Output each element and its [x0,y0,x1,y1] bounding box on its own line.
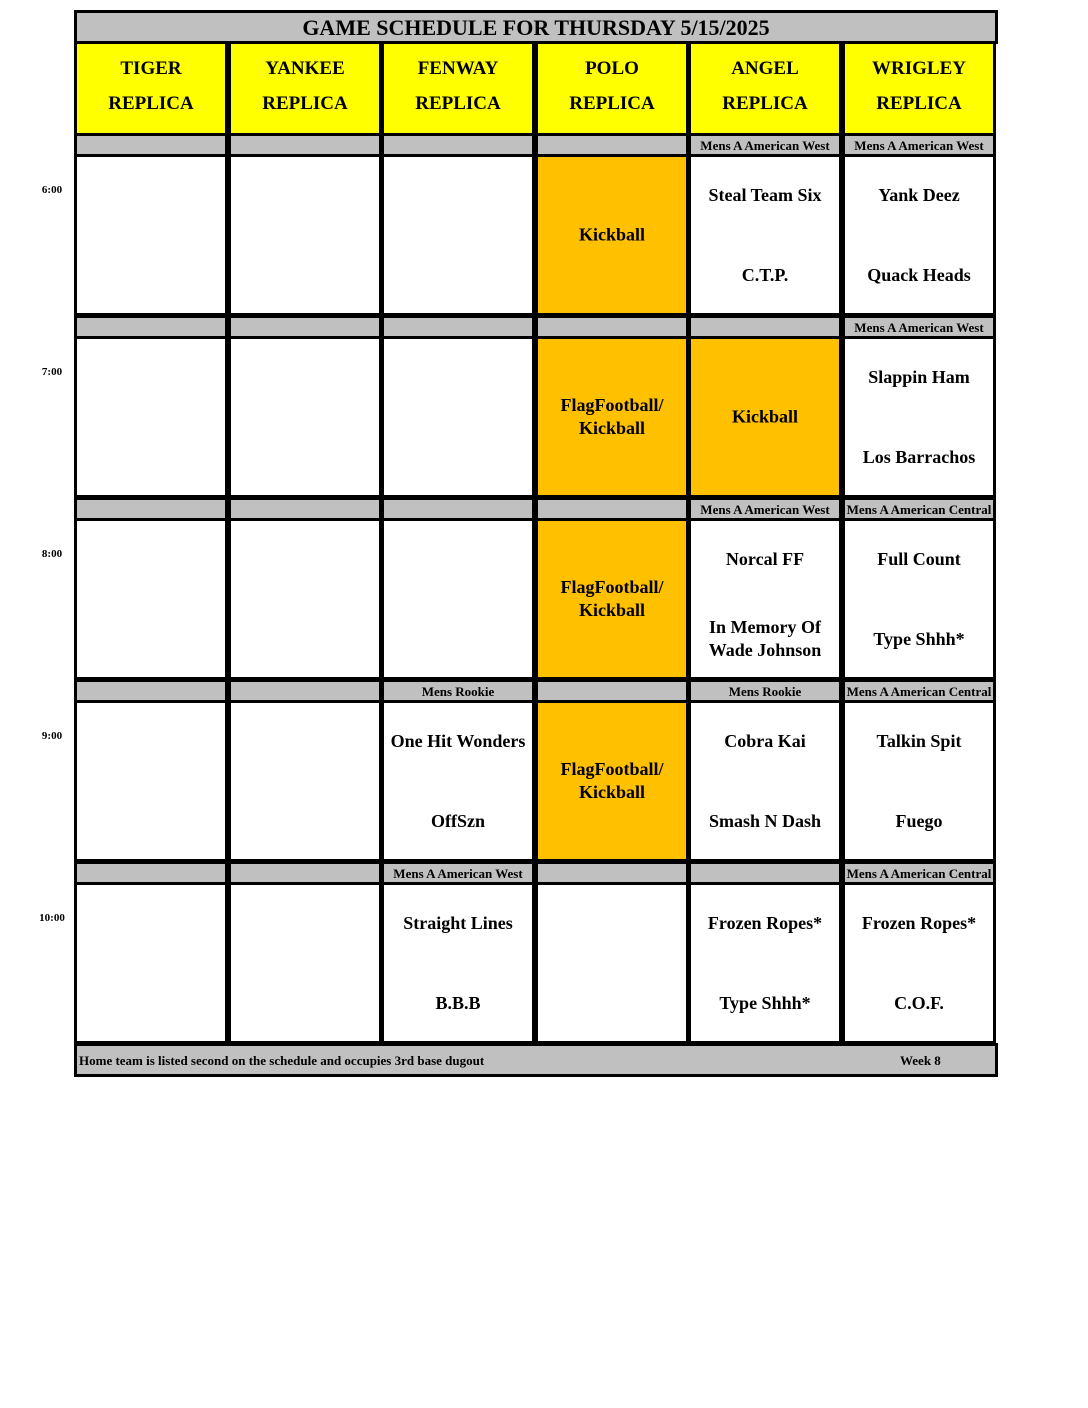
away-team: Frozen Ropes* [861,913,977,933]
field-subtitle: REPLICA [262,93,348,114]
field-subtitle: REPLICA [569,93,655,114]
away-team: Norcal FF [725,549,805,569]
activity-label: FlagFootball/ Kickball [560,577,664,620]
game-cell [688,882,842,1044]
empty-cell [228,700,382,862]
home-team: C.O.F. [894,993,944,1013]
away-team: Straight Lines [403,913,513,933]
game-cell [381,700,535,862]
away-team: Yank Deez [878,185,960,205]
field-name: WRIGLEY [872,58,966,79]
field-name: YANKEE [265,58,345,79]
game-cell [688,154,842,316]
empty-cell [228,336,382,498]
division-band: Mens Rookie [381,679,535,703]
time-label: 9:00 [41,730,63,742]
empty-cell [381,154,535,316]
field-subtitle: REPLICA [108,93,194,114]
empty-cell [74,700,228,862]
game-cell [381,882,535,1044]
game-cell [842,154,996,316]
game-cell [688,518,842,680]
field-header-yankee [228,41,382,136]
away-team: Cobra Kai [724,731,806,751]
empty-cell [74,882,228,1044]
empty-cell [74,154,228,316]
game-cell [842,336,996,498]
home-team: Quack Heads [867,265,971,285]
activity-cell [535,154,689,316]
empty-cell [381,518,535,680]
empty-cell [74,518,228,680]
home-team: B.B.B [435,993,481,1013]
field-subtitle: REPLICA [722,93,808,114]
empty-cell [228,154,382,316]
field-header-wrigley [842,41,996,136]
away-team: One Hit Wonders [390,731,526,751]
field-name: ANGEL [731,58,799,79]
game-cell [688,700,842,862]
division-band: Mens A American West [842,133,996,157]
time-label: 7:00 [41,366,63,378]
empty-cell [381,336,535,498]
away-team: Slappin Ham [868,367,970,387]
division-band: Mens A American West [842,315,996,339]
activity-cell [535,700,689,862]
division-band: Mens A American Central [842,679,996,703]
home-team: Fuego [895,811,943,831]
empty-cell [228,518,382,680]
field-subtitle: REPLICA [415,93,501,114]
footer-note: Home team is listed second on the schedule and occupies 3rd base dugout [79,1053,485,1068]
time-label: 8:00 [41,548,63,560]
activity-cell [535,518,689,680]
field-header-tiger [74,41,228,136]
game-cell [842,882,996,1044]
game-cell [842,518,996,680]
home-team: Smash N Dash [708,811,822,831]
empty-cell [535,882,689,1044]
away-team: Steal Team Six [708,185,822,205]
home-team: In Memory Of Wade Johnson [708,617,822,660]
activity-cell [688,336,842,498]
time-label: 6:00 [41,184,63,196]
week-label: Week 8 [900,1053,941,1068]
time-label: 10:00 [39,912,65,924]
field-header-polo [535,41,689,136]
home-team: C.T.P. [741,265,789,285]
division-band: Mens A American West [381,861,535,885]
field-header-angel [688,41,842,136]
activity-label: FlagFootball/ Kickball [560,759,664,802]
activity-cell [535,336,689,498]
game-cell [842,700,996,862]
activity-label: Kickball [731,406,798,427]
schedule-footer [74,1043,998,1077]
home-team: Type Shhh* [719,993,811,1013]
field-name: FENWAY [417,58,499,79]
division-band: Mens A American West [688,133,842,157]
home-team: Los Barrachos [862,447,976,467]
field-subtitle: REPLICA [876,93,962,114]
division-band: Mens A American Central [842,861,996,885]
schedule-title: GAME SCHEDULE FOR THURSDAY 5/15/2025 [74,10,998,44]
home-team: Type Shhh* [873,629,965,649]
activity-label: FlagFootball/ Kickball [560,395,664,438]
home-team: OffSzn [431,811,485,831]
activity-label: Kickball [578,224,645,245]
away-team: Frozen Ropes* [707,913,823,933]
away-team: Talkin Spit [876,731,962,751]
division-band: Mens A American West [688,497,842,521]
division-band: Mens A American Central [842,497,996,521]
division-band: Mens Rookie [688,679,842,703]
field-name: POLO [585,58,639,79]
empty-cell [74,336,228,498]
field-header-fenway [381,41,535,136]
field-name: TIGER [120,58,182,79]
away-team: Full Count [877,549,961,569]
empty-cell [228,882,382,1044]
